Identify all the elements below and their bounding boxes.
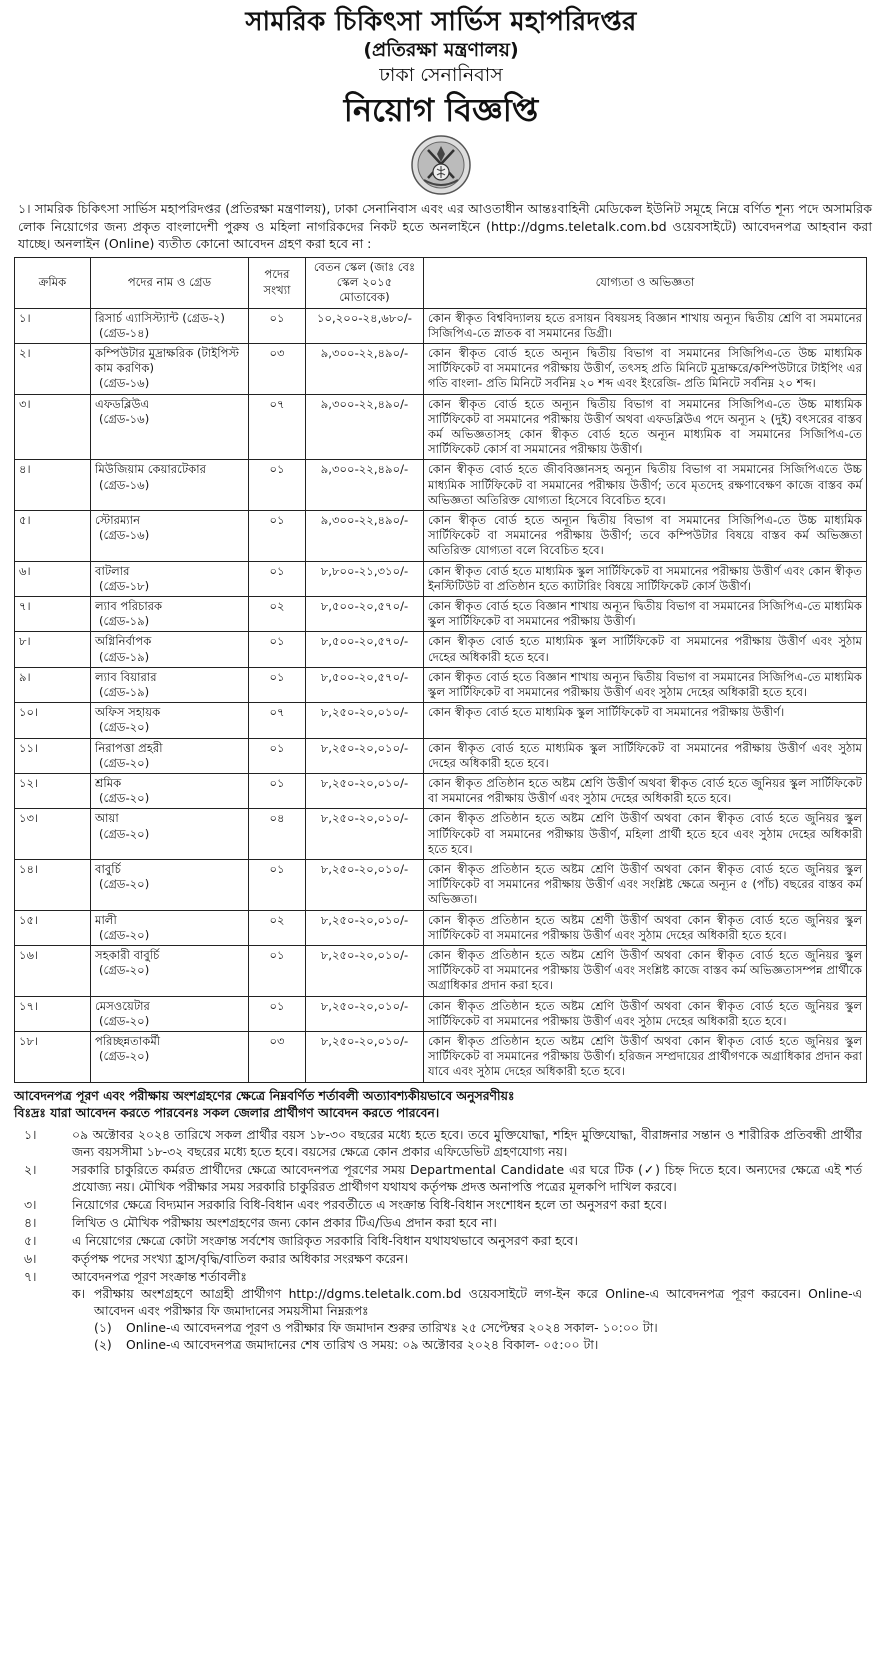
location: ঢাকা সেনানিবাস [379,64,503,86]
condition-text: সরকারি চাকুরিতে কর্মরত প্রার্থীদের ক্ষেত্রে আবেদনপত্র পূরণের সময় Departmental Candidate এর ঘরে টিক (✓) চিহ্ন দিতে হবে। অন্যদের ক্ষেত্রে এই শর্ত প্রযোজ্য নয়। মৌখিক পরীক্ষার সময় সরকারি চাকুরিরত প্রার্থীগণ যথাযথ কর্তৃপক্ষ প্রদত্ত অনাপত্তি পত্রের মূলকপি দাখিল করবে। [72,1161,862,1194]
condition-text: এ নিয়োগের ক্ষেত্রে কোটা সংক্রান্ত সর্বশেষ জারিকৃত সরকারি বিধি-বিধান যথাযথভাবে অনুসরণ করা হবে। [72,1232,578,1248]
post-grade: (গ্রেড-২০) [99,791,150,806]
post-grade: (গ্রেড-১৯) [99,684,150,699]
post-grade: (গ্রেড-১৮) [99,578,150,593]
post-grade: (গ্রেড-২০) [99,826,150,841]
schedule-key: (১) [94,1319,112,1335]
row-count: ০১ [249,632,306,667]
post-grade: (গ্রেড-২০) [99,720,150,735]
post-name: বাটলার [95,563,130,578]
row-post [91,632,249,667]
row-post [91,561,249,596]
table-row [15,632,867,667]
post-grade: (গ্রেড-১৬) [99,411,150,426]
row-scale: ৮,২৫০-২০,০১০/- [306,910,424,945]
row-count: ০২ [249,910,306,945]
condition-num: ২। [24,1161,37,1177]
ministry-name: (প্রতিরক্ষা মন্ত্রণালয়) [363,39,519,61]
row-count: ০৪ [249,809,306,860]
row-scale: ৯,৩০০-২২,৪৯০/- [306,343,424,394]
table-row [15,773,867,808]
row-qualification: কোন স্বীকৃত প্রতিষ্ঠান হতে অষ্টম শ্রেণি উত্তীর্ণ অথবা কোন স্বীকৃত বোর্ড হতে জুনিয়র স্কুল সার্টিফিকেট বা সমমানের পরীক্ষায় উত্তীর্ণ এবং সংশ্লিষ্ট কাজে বাস্তব কর্ম অভিজ্ঞতাসম্পন্ন প্রার্থীকে অগ্রাধিকার প্রদান করা হবে। [424,946,867,997]
row-qualification: কোন স্বীকৃত প্রতিষ্ঠান হতে অষ্টম শ্রেণি উত্তীর্ণ অথবা কোন স্বীকৃত বোর্ড হতে জুনিয়র স্কুল সার্টিফিকেট বা সমমানের পরীক্ষায় উত্তীর্ণ এবং সুঠাম দেহের অধিকারী হতে হবে। [424,996,867,1031]
table-row [15,738,867,773]
post-name: আয়া [95,811,119,826]
table-row [15,1032,867,1083]
table-row [15,996,867,1031]
row-count: ০৩ [249,343,306,394]
row-post [91,860,249,911]
schedule-item [72,1336,872,1353]
post-name: সহকারী বাবুর্চি [95,948,160,963]
row-qualification: কোন স্বীকৃত প্রতিষ্ঠান হতে অষ্টম শ্রেণি উত্তীর্ণ অথবা স্বীকৃত বোর্ড হতে জুনিয়র স্কুল সার্টিফিকেট বা সমমানের পরীক্ষায় উত্তীর্ণ এবং সুঠাম দেহের অধিকারী হতে হবে। [424,773,867,808]
row-qualification: কোন স্বীকৃত প্রতিষ্ঠান হতে অষ্টম শ্রেণি উত্তীর্ণ অথবা কোন স্বীকৃত বোর্ড হতে জুনিয়র স্কুল সার্টিফিকেট বা সমমানের পরীক্ষায় উত্তীর্ণ, মহিলা প্রার্থী হতে হবে এবং সুঠাম দেহের অধিকারী হতে হবে। [424,809,867,860]
row-scale: ৮,৫০০-২০,৫৭০/- [306,667,424,702]
table-row [15,860,867,911]
row-count: ০২ [249,596,306,631]
row-post [91,996,249,1031]
schedule-list [14,1319,872,1353]
row-qualification: কোন স্বীকৃত বোর্ড হতে অন্যূন দ্বিতীয় বিভাগ বা সমমানের সিজিপিএ-তে উচ্চ মাধ্যমিক সার্টিফিকেট বা সমমানের পরীক্ষায় উত্তীর্ণ; তবে কম্পিউটার বিষয়ে বাস্তব কর্ম অভিজ্ঞতা অতিরিক্ত যোগ্যতা বলে বিবেচিত হবে। [424,510,867,561]
condition-num: ১। [24,1126,37,1142]
row-serial: ২। [15,343,91,394]
org-name: সামরিক চিকিৎসা সার্ভিস মহাপরিদপ্তর [245,7,637,37]
col-serial-header: ক্রমিক [15,257,91,308]
post-name: স্টোরম্যান [95,512,141,527]
table-row [15,460,867,511]
row-qualification: কোন স্বীকৃত বোর্ড হতে মাধ্যমিক স্কুল সার্টিফিকেট বা সমমানের পরীক্ষায় উত্তীর্ণ এবং কোন স্বীকৃত ইনস্টিটিউট বা প্রতিষ্ঠান হতে ক্যাটারিং বিষয়ে সার্টিফিকেট কোর্স উত্তীর্ণ। [424,561,867,596]
row-serial: ১৭। [15,996,91,1031]
row-post [91,773,249,808]
post-name: নিরাপত্তা প্রহরী [95,740,163,755]
row-scale: ৮,২৫০-২০,০১০/- [306,860,424,911]
row-serial: ১। [15,308,91,343]
condition-num: ৫। [24,1232,37,1248]
row-count: ০৭ [249,394,306,460]
row-count: ০১ [249,308,306,343]
table-header-row [15,257,867,308]
sub-a-key: ক। [72,1285,86,1301]
row-count: ০১ [249,510,306,561]
post-grade: (গ্রেড-১৪) [99,325,150,340]
row-count: ০৭ [249,703,306,738]
col-count-header: পদের সংখ্যা [249,257,306,308]
table-row [15,809,867,860]
table-row [15,667,867,702]
row-count: ০১ [249,773,306,808]
row-post [91,510,249,561]
post-name: অফিস সহায়ক [95,705,161,720]
row-serial: ১২। [15,773,91,808]
row-count: ০১ [249,860,306,911]
sub-a-text: পরীক্ষায় অংশগ্রহণে আগ্রহী প্রার্থীগণ http://dgms.teletalk.com.bd ওয়েবসাইটে লগ-ইন করে Online-এ আবেদনপত্র পূরণ করবেন। Online-এ আবেদন এবং পরীক্ষার ফি জমাদানের সময়সীমা নিম্নরূপঃ [94,1285,862,1318]
col-qualification-header: যোগ্যতা ও অভিজ্ঞতা [424,257,867,308]
row-post [91,910,249,945]
row-serial: ১৬। [15,946,91,997]
row-qualification: কোন স্বীকৃত প্রতিষ্ঠান হতে অষ্টম শ্রেণি উত্তীর্ণ অথবা কোন স্বীকৃত বোর্ড হতে জুনিয়র স্কুল সার্টিফিকেট বা সমমানের পরীক্ষায় উত্তীর্ণ। হরিজন সম্প্রদায়ের প্রার্থীগণকে অগ্রাধিকার প্রদান করা যাবে এবং সুঠাম দেহের অধিকারী হতে হবে। [424,1032,867,1083]
row-count: ০১ [249,460,306,511]
row-serial: ১১। [15,738,91,773]
row-post [91,738,249,773]
condition-item [14,1196,872,1213]
row-qualification: কোন স্বীকৃত বোর্ড হতে অন্যূন দ্বিতীয় বিভাগ বা সমমানের সিজিপিএ-তে উচ্চ মাধ্যমিক সার্টিফিকেট বা সমমানের পরীক্ষায় উত্তীর্ণ, তৎসহ প্রতি মিনিটে মুদ্রাক্ষরে/কম্পিউটারে টাইপিং এর গতি বাংলা- প্রতি মিনিটে সর্বনিম্ন ২০ শব্দ এবং ইংরেজি- প্রতি মিনিটে সর্বনিম্ন ২০ শব্দ। [424,343,867,394]
conditions-section [14,1087,872,1353]
notice-header [10,6,872,196]
row-qualification: কোন স্বীকৃত বিশ্ববিদ্যালয় হতে রসায়ন বিষয়সহ বিজ্ঞান শাখায় অন্যূন দ্বিতীয় শ্রেণি বা সমমানের সিজিপিএ-তে স্নাতক বা সমমানের ডিগ্রী। [424,308,867,343]
row-qualification: কোন স্বীকৃত বোর্ড হতে বিজ্ঞান শাখায় অন্যূন দ্বিতীয় বিভাগ বা সমমানের সিজিপিএ-তে মাধ্যমিক স্কুল সার্টিফিকেট বা সমমানের পরীক্ষায় উত্তীর্ণ। [424,596,867,631]
row-post [91,703,249,738]
condition-sub-a [14,1285,872,1319]
row-post [91,343,249,394]
post-grade: (গ্রেড-১৯) [99,649,150,664]
row-qualification: কোন স্বীকৃত প্রতিষ্ঠান হতে অষ্টম শ্রেণী উত্তীর্ণ অথবা কোন স্বীকৃত বোর্ড হতে জুনিয়র স্কুল সার্টিফিকেট বা সমমানের পরীক্ষায় উত্তীর্ণ এবং সুঠাম দেহের অধিকারী হতে হবে। [424,910,867,945]
post-name: পরিচ্ছন্নতাকর্মী [95,1034,161,1049]
emblem-logo [410,134,472,196]
row-serial: ৩। [15,394,91,460]
row-serial: ৭। [15,596,91,631]
row-qualification: কোন স্বীকৃত বোর্ড হতে অন্যূন দ্বিতীয় বিভাগ বা সমমানের সিজিপিএ-তে উচ্চ মাধ্যমিক সার্টিফিকেট বা সমমানের পরীক্ষায় উত্তীর্ণ অথবা এফডব্লিউএ পদে অন্যূন ২ (দুই) বৎসরের বাস্তব কর্ম অভিজ্ঞতাসহ কোন স্বীকৃত বোর্ড হতে অন্যূন মাধ্যমিক বা সমমানের সিজিপিএ-তে সার্টিফিকেট কোর্স বা সমমানের পরীক্ষায় উত্তীর্ণ। [424,394,867,460]
row-scale: ৯,৩০০-২২,৪৯০/- [306,394,424,460]
post-grade: (গ্রেড-১৬) [99,376,150,391]
row-serial: ১৫। [15,910,91,945]
conditions-title: আবেদনপত্র পূরণ এবং পরীক্ষায় অংশগ্রহণের ক্ষেত্রে নিম্নবর্ণিত শর্তাবলী অত্যাবশ্যকীয়ভাবে অনুসরণীয়ঃ [14,1087,515,1103]
condition-item [14,1161,872,1195]
table-row [15,946,867,997]
condition-num: ৪। [24,1214,37,1230]
row-serial: ১০। [15,703,91,738]
row-scale: ৮,৫০০-২০,৫৭০/- [306,632,424,667]
condition-item [14,1268,872,1285]
post-grade: (গ্রেড-২০) [99,1013,150,1028]
row-scale: ৮,২৫০-২০,০১০/- [306,996,424,1031]
row-scale: ৮,২৫০-২০,০১০/- [306,703,424,738]
post-name: অগ্নিনির্বাপক [95,634,152,649]
row-scale: ১০,২০০-২৪,৬৮০/- [306,308,424,343]
table-row [15,703,867,738]
row-serial: ১৪। [15,860,91,911]
schedule-text: Online-এ আবেদনপত্র জমাদানের শেষ তারিখ ও সময়: ০৯ অক্টোবর ২০২৪ বিকাল- ০৫:০০ টা। [126,1336,599,1352]
row-count: ০১ [249,946,306,997]
row-scale: ৯,৩০০-২২,৪৯০/- [306,460,424,511]
row-scale: ৮,২৫০-২০,০১০/- [306,1032,424,1083]
row-post [91,596,249,631]
row-count: ০১ [249,738,306,773]
row-post [91,1032,249,1083]
row-count: ০৩ [249,1032,306,1083]
post-grade: (গ্রেড-১৯) [99,614,150,629]
row-serial: ৫। [15,510,91,561]
row-qualification: কোন স্বীকৃত বোর্ড হতে মাধ্যমিক স্কুল সার্টিফিকেট বা সমমানের পরীক্ষায় উত্তীর্ণ এবং সুঠাম দেহের অধিকারী হতে হবে। [424,738,867,773]
row-serial: ৬। [15,561,91,596]
condition-item [14,1126,872,1160]
post-name: বাবুর্চি [95,862,121,876]
table-row [15,596,867,631]
row-serial: ৮। [15,632,91,667]
post-grade: (গ্রেড-১৬) [99,477,150,492]
col-scale-header: বেতন স্কেল (জাঃ বেঃ স্কেল ২০১৫ মোতাবেক) [306,257,424,308]
post-name: ল্যাব বিয়ারার [95,669,157,684]
row-scale: ৮,২৫০-২০,০১০/- [306,738,424,773]
intro-paragraph: ১। সামরিক চিকিৎসা সার্ভিস মহাপরিদপ্তর (প্রতিরক্ষা মন্ত্রণালয়), ঢাকা সেনানিবাস এবং এর আওতাধীন আন্তঃবাহিনী মেডিকেল ইউনিট সমূহে নিম্নে বর্ণিত শূন্য পদে অসামরিক লোক নিয়োগের জন্য প্রকৃত বাংলাদেশী পুরুষ ও মহিলা নাগরিকদের নিকট হতে অনলাইনে (http://dgms.teletalk.com.bd ওয়েবসাইটে) আবেদনপত্র আহবান করা যাচ্ছে। অনলাইন (Online) ব্যতীত কোনো আবেদন গ্রহণ করা হবে না : [18,201,872,251]
row-serial: ১৩। [15,809,91,860]
row-count: ০১ [249,667,306,702]
table-row [15,510,867,561]
row-scale: ৮,২৫০-২০,০১০/- [306,809,424,860]
condition-item [14,1232,872,1249]
post-grade: (গ্রেড-১৬) [99,528,150,543]
post-name: মিউজিয়াম কেয়ারটেকার [95,462,206,477]
post-grade: (গ্রেড-২০) [99,1049,150,1064]
row-qualification: কোন স্বীকৃত প্রতিষ্ঠান হতে অষ্টম শ্রেণি উত্তীর্ণ অথবা কোন স্বীকৃত বোর্ড হতে জুনিয়র স্কুল সার্টিফিকেট বা সমমানের পরীক্ষায় উত্তীর্ণ এবং সংশ্লিষ্ট ক্ষেত্রে অন্যূন ৫ (পাঁচ) বছরের বাস্তব কর্ম অভিজ্ঞতা। [424,860,867,911]
table-body [15,308,867,1082]
condition-num: ৬। [24,1250,37,1266]
row-post [91,809,249,860]
post-grade: (গ্রেড-২০) [99,927,150,942]
table-row [15,561,867,596]
post-name: মালী [95,912,117,927]
row-post [91,460,249,511]
row-qualification: কোন স্বীকৃত বোর্ড হতে মাধ্যমিক স্কুল সার্টিফিকেট বা সমমানের পরীক্ষায় উত্তীর্ণ এবং সুঠাম দেহের অধিকারী হতে হবে। [424,632,867,667]
table-row [15,394,867,460]
row-scale: ৮,৫০০-২০,৫৭০/- [306,596,424,631]
post-grade: (গ্রেড-২০) [99,963,150,978]
condition-num: ৭। [24,1268,37,1284]
post-name: এফডব্লিউএ [95,396,150,411]
row-serial: ৪। [15,460,91,511]
row-post [91,394,249,460]
row-serial: ১৮। [15,1032,91,1083]
row-scale: ৮,৮০০-২১,৩১০/- [306,561,424,596]
post-grade: (গ্রেড-২০) [99,755,150,770]
table-row [15,343,867,394]
condition-text: কর্তৃপক্ষ পদের সংখ্যা হ্রাস/বৃদ্ধি/বাতিল করার অধিকার সংরক্ষণ করেন। [72,1250,409,1266]
condition-item [14,1214,872,1231]
eligibility-note: বিঃদ্রঃ যারা আবেদন করতে পারবেনঃ সকল জেলার প্রার্থীগণ আবেদন করতে পারবেন। [14,1104,440,1120]
notice-title: নিয়োগ বিজ্ঞপ্তি [343,91,539,129]
row-scale: ৮,২৫০-২০,০১০/- [306,946,424,997]
post-name: শ্রমিক [95,775,122,790]
row-scale: ৯,৩০০-২২,৪৯০/- [306,510,424,561]
condition-text: আবেদনপত্র পূরণ সংক্রান্ত শর্তাবলীঃ [72,1268,247,1284]
row-qualification: কোন স্বীকৃত বোর্ড হতে বিজ্ঞান শাখায় অন্যূন দ্বিতীয় বিভাগ বা সমমানের সিজিপিএ-তে মাধ্যমিক স্কুল সার্টিফিকেট বা সমমানের পরীক্ষায় উত্তীর্ণ এবং সুঠাম দেহের অধিকারী হতে হবে। [424,667,867,702]
posts-table [14,257,867,1083]
table-row [15,910,867,945]
post-name: ল্যাব পরিচারক [95,598,163,613]
post-name: রিসার্চ এ্যাসিস্ট্যান্ট (গ্রেড-২) [95,310,225,325]
row-count: ০১ [249,996,306,1031]
conditions-list [14,1126,872,1285]
schedule-item [72,1319,872,1336]
row-post [91,308,249,343]
schedule-key: (২) [94,1336,112,1352]
condition-text: লিখিত ও মৌখিক পরীক্ষায় অংশগ্রহণের জন্য কোন প্রকার টিএ/ডিএ প্রদান করা হবে না। [72,1214,497,1230]
row-count: ০১ [249,561,306,596]
post-name: মেসওয়েটার [95,998,150,1013]
row-post [91,667,249,702]
row-scale: ৮,২৫০-২০,০১০/- [306,773,424,808]
schedule-text: Online-এ আবেদনপত্র পূরণ ও পরীক্ষার ফি জমাদান শুরুর তারিখঃ ২৫ সেপ্টেম্বর ২০২৪ সকাল- ১০:০০ টা। [126,1319,658,1335]
row-post [91,946,249,997]
condition-item [14,1250,872,1267]
post-name: কম্পিউটার মুদ্রাক্ষরিক (টাইপিস্ট কাম করণিক) [95,345,239,376]
row-qualification: কোন স্বীকৃত বোর্ড হতে জীববিজ্ঞানসহ অন্যূন দ্বিতীয় বিভাগ বা সমমানের সিজিপিএতে উচ্চ মাধ্যমিক সার্টিফিকেট বা সমমানের পরীক্ষায় উত্তীর্ণ; তবে মৃতদেহ রক্ষণাবেক্ষণ কাজে বাস্তব কর্ম অভিজ্ঞতা অতিরিক্ত যোগ্যতা হিসেবে বিবেচিত হবে। [424,460,867,511]
post-grade: (গ্রেড-২০) [99,877,150,892]
condition-text: নিয়োগের ক্ষেত্রে বিদ্যমান সরকারি বিধি-বিধান এবং পরবর্তীতে এ সংক্রান্ত বিধি-বিধান সংশোধন হলে তা অনুসরণ করা হবে। [72,1196,667,1212]
condition-num: ৩। [24,1196,37,1212]
row-qualification: কোন স্বীকৃত বোর্ড হতে মাধ্যমিক স্কুল সার্টিফিকেট বা সমমানের পরীক্ষায় উত্তীর্ণ। [424,703,867,738]
table-row [15,308,867,343]
condition-text: ০৯ অক্টোবর ২০২৪ তারিখে সকল প্রার্থীর বয়স ১৮-৩০ বছরের মধ্যে হতে হবে। তবে মুক্তিযোদ্ধা, শহিদ মুক্তিযোদ্ধা, বীরাঙ্গনার সন্তান ও শারীরিক প্রতিবন্ধী প্রার্থীর জন্য বয়সসীমা ১৮-৩২ বছরের মধ্যে হতে হবে। বয়সের ক্ষেত্রে কোন প্রকার এফিডেভিট গ্রহণযোগ্য নয়। [72,1126,862,1159]
col-post-header: পদের নাম ও গ্রেড [91,257,249,308]
row-serial: ৯। [15,667,91,702]
